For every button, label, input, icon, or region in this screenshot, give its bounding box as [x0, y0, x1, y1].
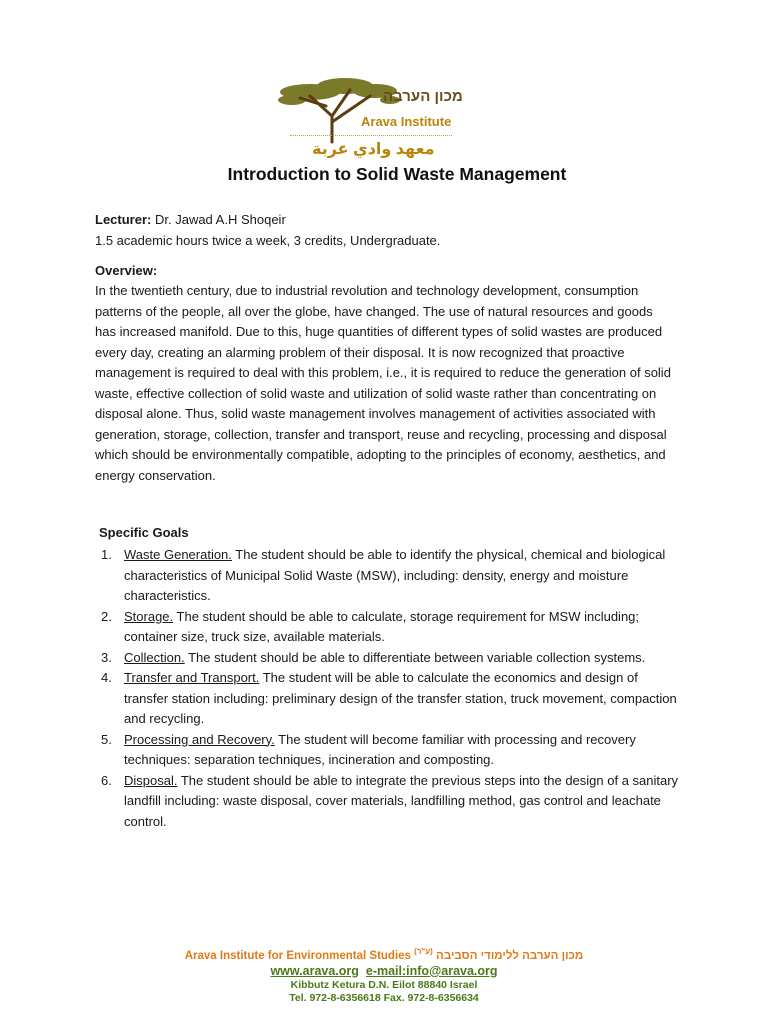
logo-english-text: Arava Institute — [361, 114, 452, 129]
goal-term: Waste Generation. — [124, 547, 232, 562]
overview-paragraph: In the twentieth century, due to industrial revolution and technology development, consumption patterns of the people, all over the globe, have changed. The use of natural resources and goods has increased manifold. Due to this, huge quantities of different types of solid wastes are produced every day, creating an alarming problem of their disposal. It is now recognized that proactive management is required to deal with this problem, i.e., it is required to reduce the generation of solid waste, effective collection of solid waste and utilization of solid waste rather than concentrating on disposal alone. Thus, solid waste management involves management of activities associated with generation, storage, collection, transfer and transport, reuse and recycling, processing and disposal which should be environmentally compatible, adopting to the principles of economy, aesthetics, and energy conservation. — [95, 283, 671, 483]
goal-number: 5. — [101, 731, 112, 747]
goals-heading: Specific Goals — [99, 525, 189, 540]
footer-institute-english: Arava Institute for Environmental Studies — [184, 949, 411, 962]
page-footer — [0, 947, 768, 1004]
course-hours: 1.5 academic hours twice a week, 3 credits, Undergraduate. — [95, 232, 441, 248]
goal-item — [95, 730, 685, 771]
goal-text: The student should be able to identify the physical, chemical and biological characteristics of Municipal Solid Waste (MSW), including: density, energy and moisture characteristics. — [124, 547, 666, 603]
footer-phone: Tel. 972-8-6356618 Fax. 972-8-6356634 — [289, 991, 479, 1004]
footer-institute-line — [0, 947, 768, 962]
goal-item — [95, 771, 685, 833]
goal-text: The student should be able to differentiate between variable collection systems. — [184, 649, 646, 665]
goal-item — [95, 668, 685, 730]
lecturer-line — [95, 210, 695, 231]
lecturer-label: Lecturer: — [95, 212, 152, 227]
lecturer-block — [95, 210, 695, 251]
logo-divider — [290, 135, 452, 136]
goal-number: 4. — [101, 670, 112, 685]
footer-registered-mark: (ע"ר) — [414, 947, 433, 956]
goal-number: 1. — [101, 547, 112, 562]
goal-item — [95, 545, 685, 607]
goal-text: The student should be able to calculate, storage requirement for MSW including; container size, truck size, available materials. — [124, 608, 640, 644]
logo-arabic-text: معهد وادي عربة — [312, 141, 435, 158]
overview-heading: Overview: — [95, 263, 158, 278]
footer-contact-links — [0, 964, 768, 978]
goal-item — [95, 607, 685, 648]
footer-institute-hebrew: מכון הערבה ללימודי הסביבה — [436, 949, 584, 962]
website-link[interactable]: www.arava.org — [270, 963, 359, 978]
goals-list — [95, 545, 685, 832]
email-link[interactable]: e-mail:info@arava.org — [365, 963, 498, 978]
goal-text: The student will become familiar with processing and recovery techniques: separation techniques, incineration and composting. — [124, 731, 636, 767]
goal-term: Transfer and Transport. — [124, 670, 260, 685]
goal-text: The student will be able to calculate the economics and design of transfer station including: preliminary design of the transfer station, truck movement, compaction and recycling. — [124, 670, 677, 726]
goal-item — [95, 648, 685, 669]
goal-number: 3. — [101, 649, 112, 665]
footer-address: Kibbutz Ketura D.N. Eilot 88840 Israel — [290, 978, 478, 991]
goal-term: Disposal. — [124, 772, 178, 788]
lecturer-name: Dr. Jawad A.H Shoqeir — [154, 212, 286, 227]
goal-term: Processing and Recovery. — [124, 731, 275, 747]
document-title: Introduction to Solid Waste Management — [227, 164, 567, 184]
logo-hebrew-text: מכון הערבה — [383, 88, 463, 105]
goal-number: 2. — [101, 608, 112, 624]
goal-number: 6. — [101, 772, 112, 788]
goal-term: Storage. — [124, 608, 174, 624]
goal-text: The student should be able to integrate the previous steps into the design of a sanitary landfill including: waste disposal, cover materials, landfilling method, gas control and leachate control. — [124, 772, 679, 829]
goal-term: Collection. — [124, 649, 185, 665]
